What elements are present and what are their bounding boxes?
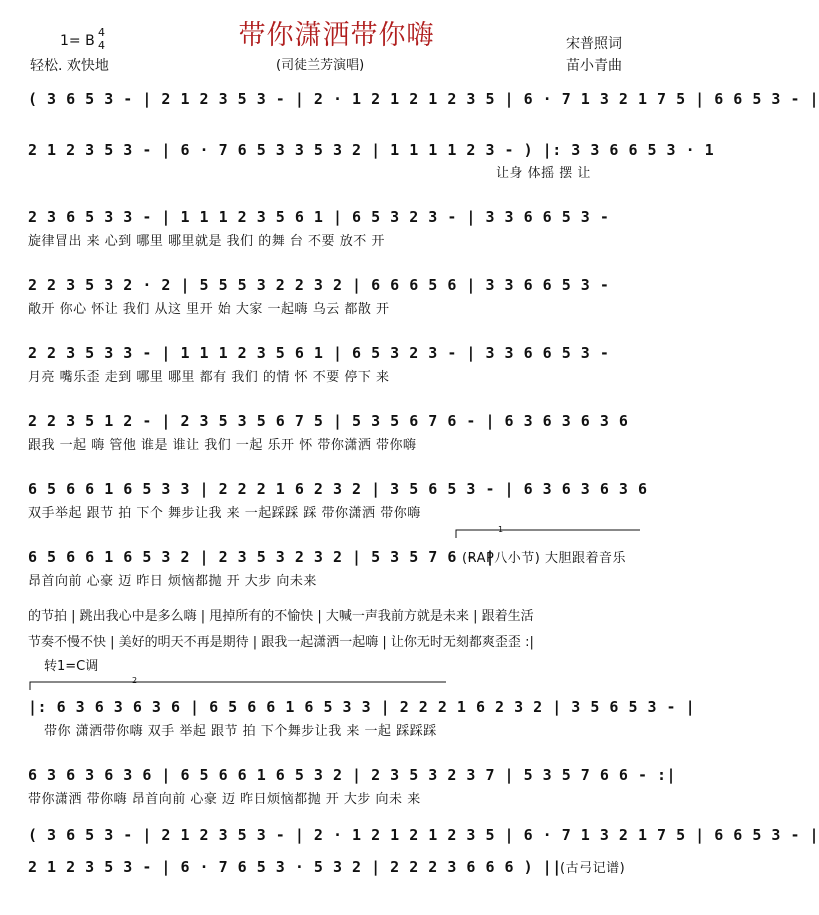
notation-line-3: 2 3 6 5 3 3 - | 1 1 1 2 3 5 6 1 | 6 5 3 2 3 - | 3 3 6 6 5 3 -	[28, 208, 610, 226]
notation-line-13: 2 1 2 3 5 3 - | 6 · 7 6 5 3 · 5 3 2 | 2 2 2 3 6 6 6 ) ||	[28, 858, 562, 876]
time-signature-denominator: 4	[98, 39, 105, 52]
rap-line-1: 的节拍 | 跳出我心中是多么嗨 | 甩掉所有的不愉快 | 大喊一声我前方就是未来 | 跟着生活	[28, 609, 534, 624]
lyric-line-11: 带你潇洒 带你嗨 昂首向前 心豪 迈 昨日烦恼都抛 开 大步 向未 来	[28, 792, 421, 807]
notation-line-2: 2 1 2 3 5 3 - | 6 · 7 6 5 3 3 5 3 2 | 1 1 1 1 2 3 - ) |: 3 3 6 6 5 3 · 1	[28, 141, 715, 159]
rap-line-2: 节奏不慢不快 | 美好的明天不再是期待 | 跟我一起潇洒一起嗨 | 让你无时无刻都爽歪歪 :|	[28, 635, 534, 650]
time-signature-numerator: 4	[98, 26, 105, 39]
lyric-line-5: 月亮 嘴乐歪 走到 哪里 哪里 都有 我们 的情 怀 不要 停下 来	[28, 370, 390, 385]
lyricist-credit: 宋普照词	[566, 36, 622, 52]
lyric-line-7: 双手举起 跟节 拍 下个 舞步让我 来 一起踩踩 踩 带你潇洒 带你嗨	[28, 506, 421, 521]
singer-credit: (司徒兰芳演唱)	[276, 58, 365, 73]
lyric-line-6: 跟我 一起 嗨 管他 谁是 谁让 我们 一起 乐开 怀 带你潇洒 带你嗨	[28, 438, 417, 453]
notation-line-12: ( 3 6 5 3 - | 2 1 2 3 5 3 - | 2 · 1 2 1 2 1 2 3 5 | 6 · 7 1 3 2 1 7 5 | 6 6 5 3 - |	[28, 826, 819, 844]
tempo-mood: 轻松. 欢快地	[30, 58, 109, 74]
notation-line-8: 6 5 6 6 1 6 5 3 2 | 2 3 5 3 2 3 2 | 5 3 5 7 6 - |	[28, 548, 496, 566]
song-title: 带你潇洒带你嗨	[238, 20, 435, 51]
notation-line-5: 2 2 3 5 3 3 - | 1 1 1 2 3 5 6 1 | 6 5 3 2 3 - | 3 3 6 6 5 3 -	[28, 344, 610, 362]
lyric-line-4: 敞开 你心 怀让 我们 从这 里开 始 大家 一起嗨 乌云 都散 开	[28, 302, 390, 317]
modulation-marking: 转1=C调	[44, 659, 99, 674]
notation-line-11: 6 3 6 3 6 3 6 | 6 5 6 6 1 6 5 3 2 | 2 3 5 3 2 3 7 | 5 3 5 7 6 6 - :|	[28, 766, 677, 784]
notation-line-1: ( 3 6 5 3 - | 2 1 2 3 5 3 - | 2 · 1 2 1 2 1 2 3 5 | 6 · 7 1 3 2 1 7 5 | 6 6 5 3 - |	[28, 90, 819, 108]
volta-2-bracket	[30, 682, 446, 690]
volta-1-bracket	[456, 530, 640, 538]
lyric-line-2: 让身 体摇 摆 让	[496, 166, 591, 181]
composer-credit: 苗小青曲	[566, 58, 622, 74]
lyric-line-3: 旋律冒出 来 心到 哪里 哪里就是 我们 的舞 台 不要 放不 开	[28, 234, 385, 249]
key-signature: 1= B	[60, 33, 95, 49]
lyric-line-8: 昂首向前 心豪 迈 昨日 烦恼都抛 开 大步 向未来	[28, 574, 317, 589]
notation-line-10: |: 6 3 6 3 6 3 6 | 6 5 6 6 1 6 5 3 3 | 2 2 2 1 6 2 3 2 | 3 5 6 5 3 - |	[28, 698, 696, 716]
rap-intro: (RAP八小节) 大胆跟着音乐	[462, 551, 627, 566]
notation-line-7: 6 5 6 6 1 6 5 3 3 | 2 2 2 1 6 2 3 2 | 3 5 6 5 3 - | 6 3 6 3 6 3 6	[28, 480, 648, 498]
transcriber-credit: (古弓记谱)	[560, 861, 626, 876]
notation-line-4: 2 2 3 5 3 2 · 2 | 5 5 5 3 2 2 3 2 | 6 6 6 5 6 | 3 3 6 6 5 3 -	[28, 276, 610, 294]
lyric-line-10: 带你 潇洒带你嗨 双手 举起 跟节 拍 下个舞步让我 来 一起 踩踩踩	[44, 724, 437, 739]
volta-1-label: 1	[498, 525, 504, 534]
volta-2-label: 2	[132, 676, 138, 685]
notation-line-6: 2 2 3 5 1 2 - | 2 3 5 3 5 6 7 5 | 5 3 5 6 7 6 - | 6 3 6 3 6 3 6	[28, 412, 629, 430]
